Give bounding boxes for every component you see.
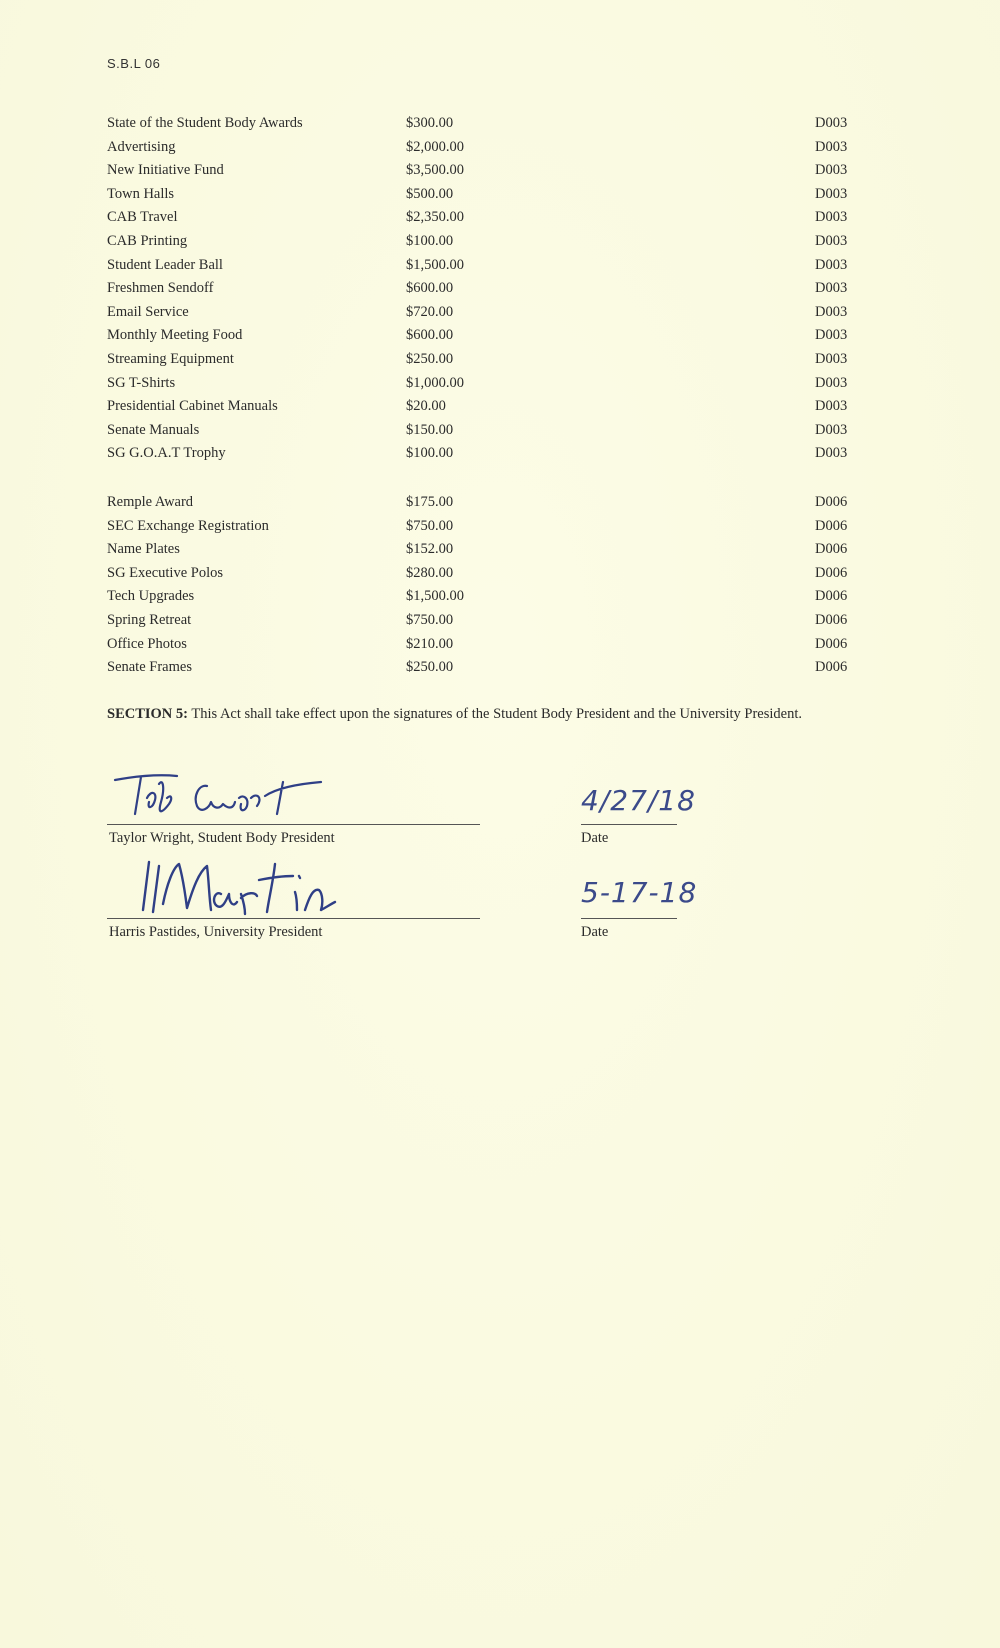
table-row bbox=[107, 230, 867, 254]
line-item-amount: $1,000.00 bbox=[406, 374, 464, 391]
line-item-account-code: D006 bbox=[815, 611, 848, 628]
table-row bbox=[107, 656, 867, 680]
line-item-account-code: D003 bbox=[815, 280, 848, 297]
line-item-account-code: D003 bbox=[815, 162, 848, 179]
line-item-account-code: D006 bbox=[815, 659, 848, 676]
signature-taylor-wright bbox=[107, 768, 347, 820]
table-row bbox=[107, 348, 867, 372]
line-item-name: Remple Award bbox=[107, 494, 194, 510]
line-item-name: State of the Student Body Awards bbox=[107, 115, 303, 131]
line-item-name: SG T-Shirts bbox=[107, 374, 176, 391]
table-row bbox=[107, 538, 867, 562]
table-row bbox=[107, 159, 867, 183]
line-item-amount: $210.00 bbox=[406, 635, 454, 652]
table-row bbox=[107, 395, 867, 419]
date-caption: Date bbox=[581, 924, 609, 940]
line-item-account-code: D003 bbox=[815, 398, 848, 415]
line-item-name: New Initiative Fund bbox=[107, 162, 224, 179]
line-item-amount: $100.00 bbox=[406, 445, 454, 462]
line-item-name: Name Plates bbox=[107, 541, 180, 558]
signature-line bbox=[107, 918, 480, 919]
line-item-account-code: D003 bbox=[815, 138, 848, 155]
line-item-amount: $250.00 bbox=[406, 659, 454, 676]
line-item-amount: $1,500.00 bbox=[406, 588, 464, 605]
line-item-name: SEC Exchange Registration bbox=[107, 517, 269, 534]
line-item-name: Student Leader Ball bbox=[107, 256, 223, 273]
line-item-name: Monthly Meeting Food bbox=[107, 327, 243, 344]
table-row bbox=[107, 491, 867, 515]
budget-table-d003 bbox=[107, 112, 867, 466]
line-item-account-code: D003 bbox=[815, 115, 848, 131]
signature-block-university-president bbox=[107, 862, 847, 942]
line-item-amount: $600.00 bbox=[406, 280, 454, 297]
line-item-name: Advertising bbox=[107, 138, 176, 155]
line-item-account-code: D003 bbox=[815, 421, 848, 438]
line-item-account-code: D006 bbox=[815, 517, 848, 534]
table-row bbox=[107, 254, 867, 278]
table-row bbox=[107, 633, 867, 657]
line-item-account-code: D003 bbox=[815, 327, 848, 344]
line-item-account-code: D006 bbox=[815, 635, 848, 652]
date-line bbox=[581, 824, 677, 825]
line-item-amount: $2,000.00 bbox=[406, 138, 464, 155]
document-id: S.B.L 06 bbox=[107, 56, 161, 71]
signature-line bbox=[107, 824, 480, 825]
line-item-account-code: D003 bbox=[815, 303, 848, 320]
table-row bbox=[107, 585, 867, 609]
line-item-amount: $2,350.00 bbox=[406, 209, 464, 226]
table-row bbox=[107, 372, 867, 396]
line-item-amount: $152.00 bbox=[406, 541, 454, 558]
line-item-amount: $3,500.00 bbox=[406, 162, 464, 179]
line-item-account-code: D003 bbox=[815, 374, 848, 391]
handwritten-date: 4/27/18 bbox=[581, 784, 696, 817]
line-item-name: Streaming Equipment bbox=[107, 350, 234, 367]
section-5-text: This Act shall take effect upon the signatures of the Student Body President and the University President. bbox=[187, 706, 802, 722]
line-item-amount: $750.00 bbox=[406, 517, 454, 534]
line-item-name: SG Executive Polos bbox=[107, 564, 223, 581]
section-5-paragraph bbox=[107, 702, 827, 726]
line-item-name: Senate Frames bbox=[107, 659, 192, 676]
line-item-name: Senate Manuals bbox=[107, 421, 200, 438]
table-row bbox=[107, 442, 867, 466]
line-item-amount: $600.00 bbox=[406, 327, 454, 344]
line-item-name: Email Service bbox=[107, 303, 189, 320]
line-item-amount: $300.00 bbox=[406, 115, 454, 131]
line-item-name: Tech Upgrades bbox=[107, 588, 195, 605]
line-item-name: Town Halls bbox=[107, 185, 175, 202]
line-item-amount: $720.00 bbox=[406, 303, 454, 320]
line-item-account-code: D003 bbox=[815, 232, 848, 249]
line-item-amount: $1,500.00 bbox=[406, 256, 464, 273]
line-item-account-code: D006 bbox=[815, 564, 848, 581]
line-item-name: SG G.O.A.T Trophy bbox=[107, 445, 226, 462]
line-item-account-code: D006 bbox=[815, 541, 848, 558]
line-item-name: CAB Travel bbox=[107, 209, 178, 226]
line-item-name: Presidential Cabinet Manuals bbox=[107, 398, 278, 415]
line-item-account-code: D006 bbox=[815, 494, 848, 510]
table-row bbox=[107, 112, 867, 136]
line-item-name: CAB Printing bbox=[107, 232, 188, 249]
line-item-name: Spring Retreat bbox=[107, 611, 192, 628]
line-item-name: Office Photos bbox=[107, 635, 187, 652]
signature-block-student-body-president bbox=[107, 768, 847, 848]
table-row bbox=[107, 301, 867, 325]
line-item-account-code: D003 bbox=[815, 209, 848, 226]
line-item-account-code: D006 bbox=[815, 588, 848, 605]
table-row bbox=[107, 609, 867, 633]
handwritten-date: 5-17-18 bbox=[581, 876, 698, 909]
line-item-name: Freshmen Sendoff bbox=[107, 280, 214, 297]
line-item-amount: $175.00 bbox=[406, 494, 454, 510]
table-row bbox=[107, 206, 867, 230]
budget-table-d006 bbox=[107, 491, 867, 680]
signature-caption: Harris Pastides, University President bbox=[109, 924, 323, 940]
line-item-amount: $250.00 bbox=[406, 350, 454, 367]
table-row bbox=[107, 419, 867, 443]
line-item-amount: $100.00 bbox=[406, 232, 454, 249]
line-item-amount: $500.00 bbox=[406, 185, 454, 202]
signature-martin bbox=[137, 854, 357, 918]
table-row bbox=[107, 324, 867, 348]
table-row bbox=[107, 183, 867, 207]
table-row bbox=[107, 136, 867, 160]
line-item-account-code: D003 bbox=[815, 256, 848, 273]
date-line bbox=[581, 918, 677, 919]
signature-caption: Taylor Wright, Student Body President bbox=[109, 830, 335, 846]
line-item-amount: $150.00 bbox=[406, 421, 454, 438]
line-item-account-code: D003 bbox=[815, 445, 848, 462]
table-row bbox=[107, 515, 867, 539]
line-item-account-code: D003 bbox=[815, 185, 848, 202]
table-row bbox=[107, 562, 867, 586]
line-item-amount: $280.00 bbox=[406, 564, 454, 581]
line-item-amount: $20.00 bbox=[406, 398, 446, 415]
line-item-account-code: D003 bbox=[815, 350, 848, 367]
date-caption: Date bbox=[581, 830, 609, 846]
table-row bbox=[107, 277, 867, 301]
line-item-amount: $750.00 bbox=[406, 611, 454, 628]
section-5-label: SECTION 5: bbox=[107, 706, 188, 722]
